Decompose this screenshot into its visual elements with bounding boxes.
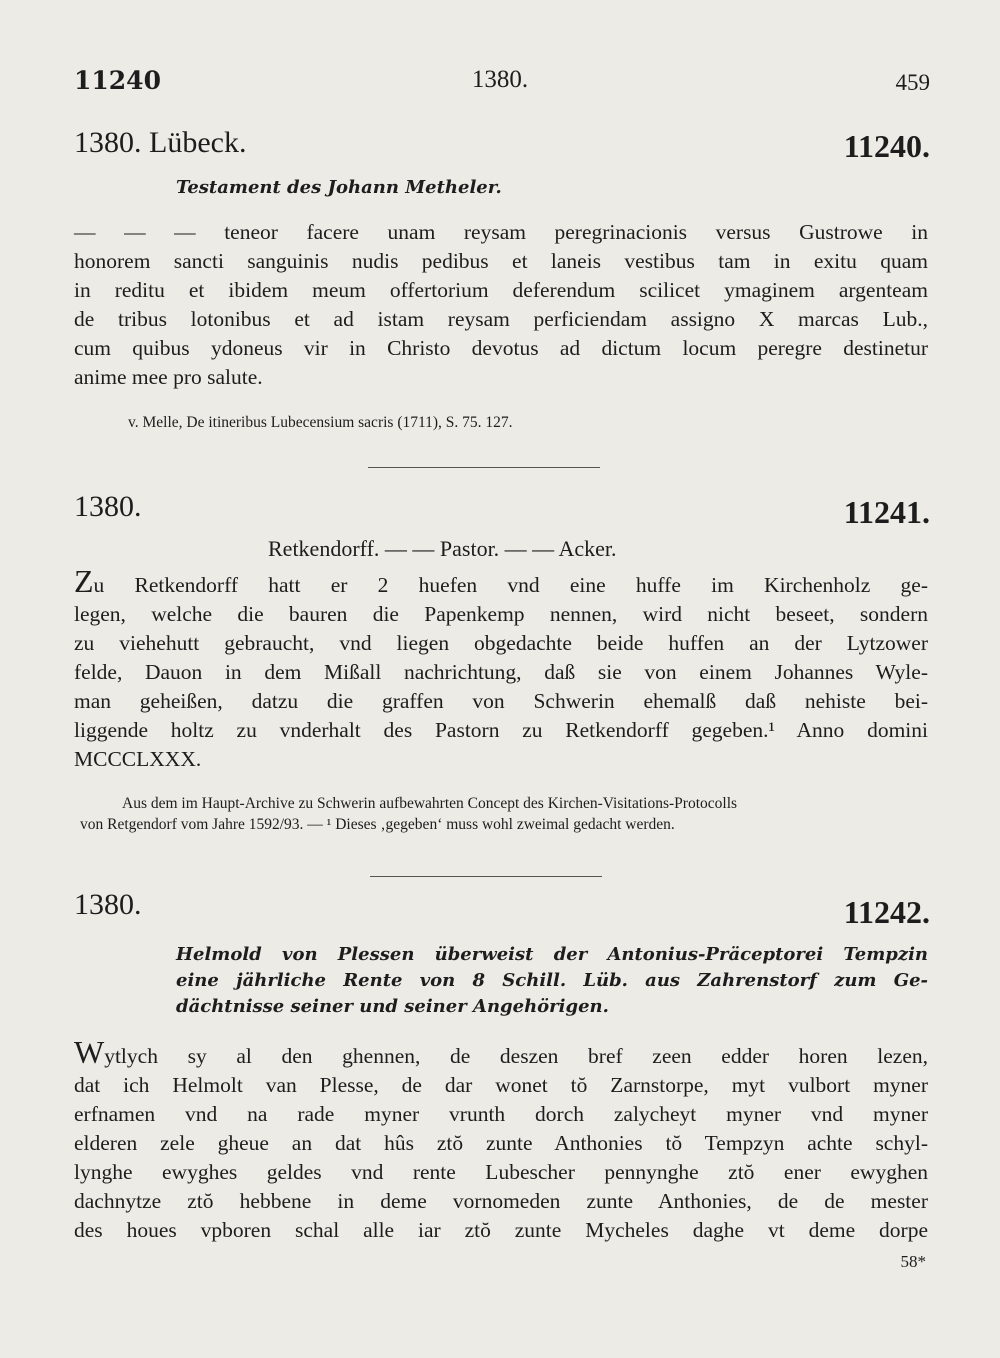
- entry-11240-title: Testament des Johann Metheler.: [176, 177, 502, 198]
- source-line: Aus dem im Haupt-Archive zu Schwerin aufbewahrten Concept des Kirchen-Visitations-Protocolls: [122, 795, 738, 812]
- section-divider: [368, 467, 600, 468]
- section-divider: [370, 876, 602, 877]
- title-line: dächtnisse seiner und seiner Angehörigen.: [176, 996, 609, 1017]
- body-line: man geheißen, datzu die graffen von Schwerin ehemalß daß nehiste bei-: [74, 689, 928, 713]
- body-line: MCCCLXXX.: [74, 747, 202, 771]
- body-line: erfnamen vnd na rade myner vrunth dorch zalycheyt myner vnd myner: [74, 1102, 928, 1126]
- body-line: legen, welche die bauren die Papenkemp nennen, wird nicht beseet, sondern: [74, 602, 928, 626]
- entry-11240-body: [74, 218, 928, 392]
- body-line-text: u Retkendorff hatt er 2 huefen vnd eine huffe im Kirchenholz ge-: [93, 573, 928, 597]
- entry-11240-number: 11240.: [843, 128, 930, 164]
- source-line: von Retgendorf vom Jahre 1592/93. — ¹ Dieses ‚gegeben‘ muss wohl zweimal gedacht werden.: [80, 816, 675, 833]
- entry-11241-date: 1380.: [74, 490, 142, 523]
- body-line: [74, 563, 928, 600]
- header-year: 1380.: [471, 66, 529, 93]
- signature-mark: 58*: [900, 1252, 926, 1271]
- entry-11241-number: 11241.: [843, 494, 930, 530]
- body-line: in reditu et ibidem meum offertorium deferendum scilicet ymaginem argenteam: [74, 278, 928, 302]
- drop-cap: Z: [74, 563, 94, 599]
- body-line: elderen zele gheue an dat hûs ztŏ zunte Anthonies tŏ Tempzyn achte schyl-: [74, 1131, 928, 1155]
- entry-11241-source: [80, 793, 737, 835]
- entry-11240-source: [128, 412, 513, 433]
- body-line: — — — teneor facere unam reysam peregrinacionis versus Gustrowe in: [74, 220, 928, 244]
- entry-11242-title: [176, 942, 928, 1020]
- body-line: lynghe ewyghes geldes vnd rente Lubescher pennynghe ztŏ ener ewyghen: [74, 1160, 928, 1184]
- body-line: honorem sancti sanguinis nudis pedibus et laneis vestibus tam in exitu quam: [74, 249, 928, 273]
- body-line: zu viehehutt gebraucht, vnd liegen obgedachte beide huffen an der Lytzower: [74, 631, 928, 655]
- title-line: eine jährliche Rente von 8 Schill. Lüb. aus Zahrenstorf zum Ge-: [176, 970, 928, 991]
- body-line: dat ich Helmolt van Plesse, de dar wonet tŏ Zarnstorpe, myt vulbort myner: [74, 1073, 928, 1097]
- entry-11242-date: 1380.: [74, 888, 142, 921]
- entry-11241-body: [74, 563, 928, 774]
- entry-11240-date-place: 1380. Lübeck.: [74, 126, 247, 159]
- entry-11241-subtitle: Retkendorff. — — Pastor. — — Acker.: [268, 536, 617, 561]
- title-line: Helmold von Plessen überweist der Antonius-Präceptorei Tempzin: [176, 944, 928, 965]
- body-line-text: ytlych sy al den ghennen, de deszen bref zeen edder horen lezen,: [104, 1044, 928, 1068]
- source-line: v. Melle, De itineribus Lubecensium sacris (1711), S. 75. 127.: [128, 414, 513, 431]
- header-page-number: 459: [895, 70, 930, 95]
- entry-11242-number: 11242.: [843, 894, 930, 930]
- body-line: [74, 1034, 928, 1071]
- body-line: dachnytze ztŏ hebbene in deme vornomeden zunte Anthonies, de de mester: [74, 1189, 928, 1213]
- body-line: des houes vpboren schal alle iar ztŏ zunte Mycheles daghe vt deme dorpe: [74, 1218, 928, 1242]
- body-line: cum quibus ydoneus vir in Christo devotus ad dictum locum peregre destinetur: [74, 336, 928, 360]
- body-line: liggende holtz zu vnderhalt des Pastorn zu Retkendorff gegeben.¹ Anno domini: [74, 718, 928, 742]
- body-line: felde, Dauon in dem Mißall nachrichtung, daß sie von einem Johannes Wyle-: [74, 660, 928, 684]
- body-line: anime mee pro salute.: [74, 365, 263, 389]
- drop-cap: W: [74, 1034, 105, 1070]
- body-line: de tribus lotonibus et ad istam reysam perficiendam assigno X marcas Lub.,: [74, 307, 928, 331]
- header-left-number: 11240: [74, 66, 161, 95]
- entry-11242-body: [74, 1034, 928, 1245]
